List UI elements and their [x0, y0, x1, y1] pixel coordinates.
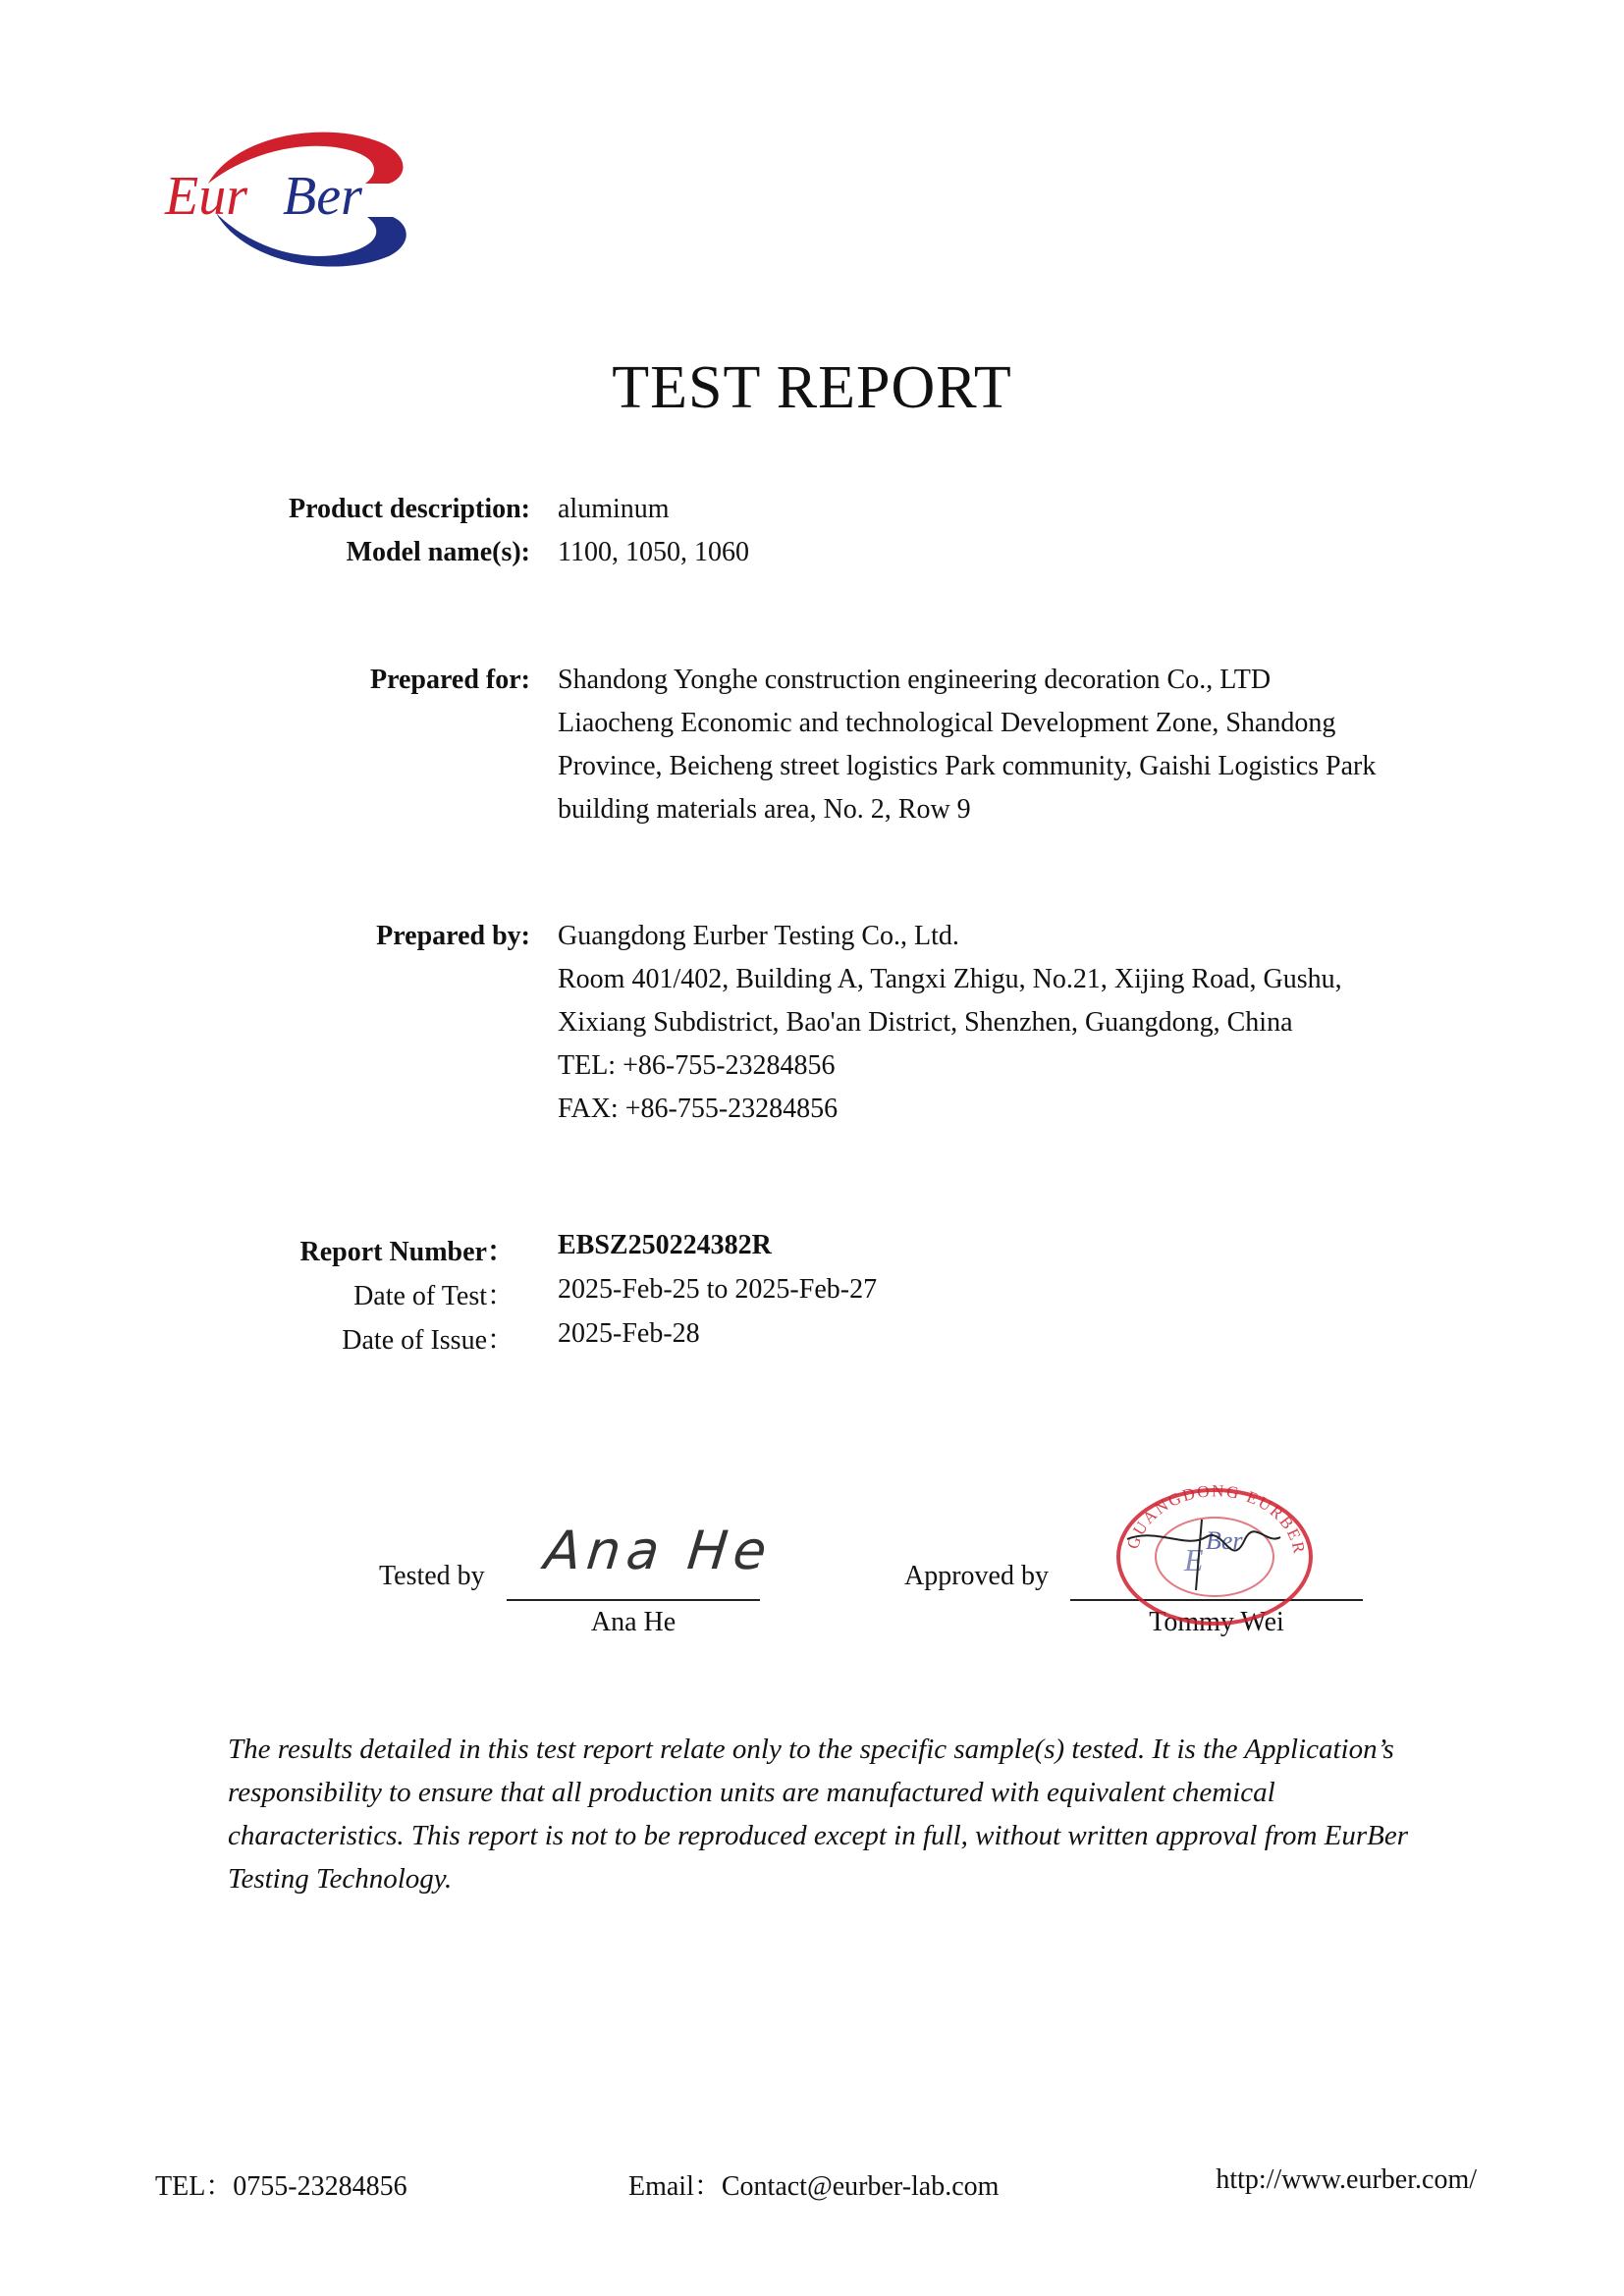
prepared-for-line: Liaocheng Economic and technological Development Zone, Shandong — [558, 708, 1336, 738]
prepared-by-label: Prepared by: — [376, 921, 530, 951]
svg-text:Ber: Ber — [283, 166, 362, 227]
model-name-label: Model name(s): — [346, 537, 530, 567]
test-date-label: Date of Test： — [353, 1281, 514, 1311]
product-description-value: aluminum — [558, 494, 670, 524]
prepared-for-line: Shandong Yonghe construction engineering decoration Co., LTD — [558, 665, 1272, 695]
issue-date-value: 2025-Feb-28 — [558, 1318, 700, 1349]
model-name-value: 1100, 1050, 1060 — [558, 537, 749, 567]
stamp-text: GUANGDONG EURBER — [1123, 1481, 1310, 1557]
report-number-value: EBSZ250224382R — [558, 1230, 772, 1260]
prepared-by-line: TEL: +86-755-23284856 — [558, 1050, 836, 1081]
report-title: TEST REPORT — [612, 354, 1012, 421]
svg-text:Eur: Eur — [165, 166, 247, 227]
footer-website[interactable]: http://www.eurber.com/ — [1216, 2164, 1477, 2195]
prepared-by-line: Xixiang Subdistrict, Bao'an District, Shenzhen, Guangdong, China — [558, 1007, 1293, 1038]
prepared-for-line: building materials area, No. 2, Row 9 — [558, 794, 971, 825]
footer-email: Email：Contact@eurber-lab.com — [628, 2171, 1000, 2202]
svg-text:E: E — [1184, 1542, 1204, 1577]
tested-by-name: Ana He — [590, 1607, 677, 1637]
product-description-label: Product description: — [288, 494, 530, 524]
svg-text:Ber: Ber — [1206, 1526, 1243, 1555]
prepared-for-address — [558, 659, 1376, 831]
report-number-label: Report Number： — [299, 1237, 514, 1267]
disclaimer-text: The results detailed in this test report relate only to the specific sample(s) tested. It is the Application’s responsibility to ensure that all production units are manufactured with equivalent chemical characteristics. This report is not to be reproduced except in full, without written approval from EurBer Testing Technology. — [228, 1734, 1409, 1895]
approved-by-label: Approved by — [904, 1561, 1049, 1591]
eurber-logo — [157, 123, 422, 280]
issue-date-label: Date of Issue： — [342, 1325, 514, 1356]
tested-by-signature: Ana He — [541, 1520, 776, 1581]
prepared-by-line: Guangdong Eurber Testing Co., Ltd. — [558, 921, 959, 951]
test-date-value: 2025-Feb-25 to 2025-Feb-27 — [558, 1274, 878, 1305]
tested-by-line — [507, 1599, 760, 1601]
prepared-for-label: Prepared for: — [369, 665, 530, 695]
prepared-by-line: FAX: +86-755-23284856 — [558, 1094, 839, 1124]
approved-by-name: Tommy Wei — [1149, 1607, 1284, 1637]
footer-tel: TEL：0755-23284856 — [155, 2171, 407, 2202]
prepared-by-address — [558, 915, 1342, 1131]
prepared-for-line: Province, Beicheng street logistics Park community, Gaishi Logistics Park — [558, 751, 1377, 781]
company-stamp — [1108, 1480, 1322, 1628]
prepared-by-line: Room 401/402, Building A, Tangxi Zhigu, No.21, Xijing Road, Gushu, — [558, 964, 1342, 994]
tested-by-label: Tested by — [379, 1561, 485, 1591]
